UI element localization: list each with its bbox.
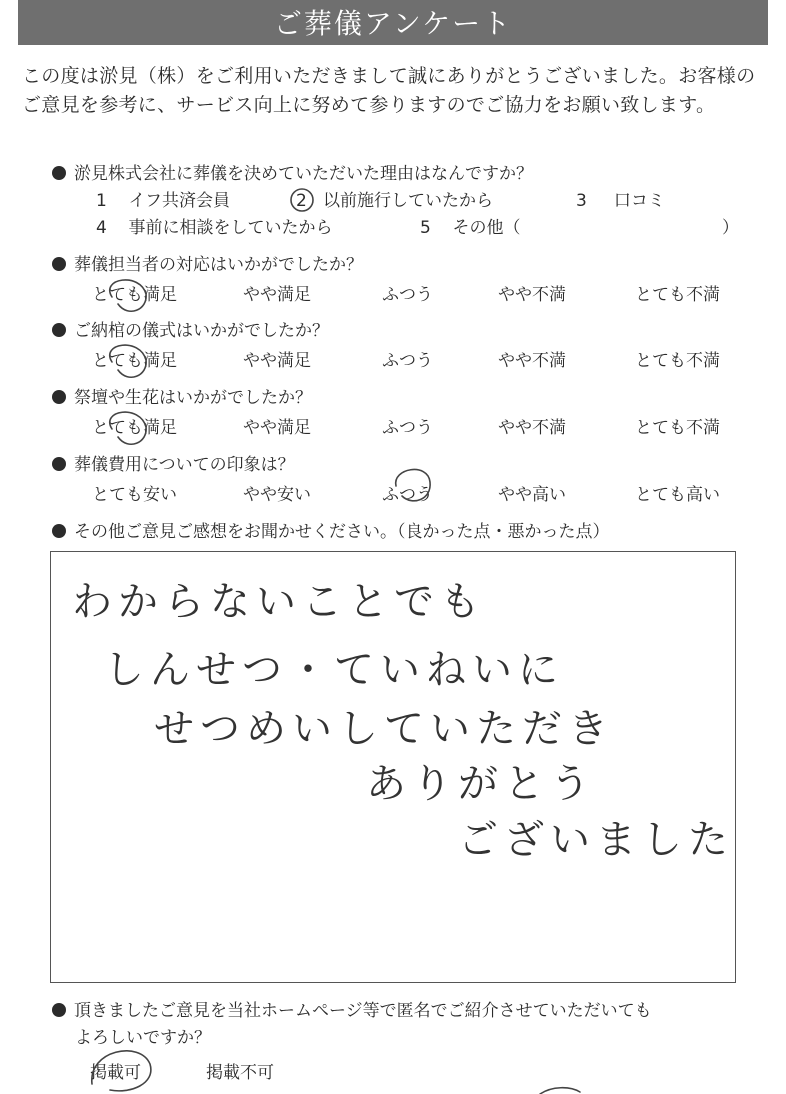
question-7: 頂きましたご意見を当社ホームページ等で匿名でご紹介させていただいても xyxy=(52,1000,652,1022)
question-3: ご納棺の儀式はいかがでしたか？ xyxy=(52,320,329,342)
question-5: 葬儀費用についての印象は？ xyxy=(52,454,295,476)
q5-option-cheap[interactable]: やや安い xyxy=(243,485,311,505)
q3-option-very-dissatisfied[interactable]: とても不満 xyxy=(635,351,720,371)
q4-option-very-dissatisfied[interactable]: とても不満 xyxy=(635,418,720,438)
q4-option-neutral[interactable]: ふつう xyxy=(382,418,433,438)
q2-option-very-satisfied[interactable]: とても満足 xyxy=(92,285,177,305)
bullet-icon xyxy=(52,524,66,538)
stray-mark xyxy=(540,1088,580,1094)
bullet-icon xyxy=(52,457,66,471)
question-1 xyxy=(52,163,533,185)
question-7-line2: よろしいですか？ xyxy=(75,1028,211,1048)
q2-option-neutral[interactable]: ふつう xyxy=(382,285,433,305)
comment-line-1: わからないことでも xyxy=(72,579,486,625)
comment-line-2: しんせつ・ていねいに xyxy=(104,647,564,693)
question-6: その他ご意見ご感想をお聞かせください。（良かった点・悪かった点） xyxy=(52,521,610,543)
bullet-icon xyxy=(52,1003,66,1017)
q1-option-5[interactable]: 5 その他（ xyxy=(420,218,521,238)
q3-option-dissatisfied[interactable]: やや不満 xyxy=(498,351,566,371)
q3-option-very-satisfied[interactable]: とても満足 xyxy=(92,351,177,371)
q5-option-neutral[interactable]: ふつう xyxy=(382,485,433,505)
bullet-icon xyxy=(52,166,66,180)
q7-option-publish-ng[interactable]: 掲載不可 xyxy=(206,1063,274,1083)
q1-option-3[interactable]: 3 口コミ xyxy=(576,191,665,211)
intro-text: この度は淤見（株）をご利用いただきまして誠にありがとうございました。お客様のご意見を参考に、サービス向上に努めて参りますのでご協力をお願い致します。 xyxy=(22,65,756,116)
q1-option-2[interactable]: 2 以前施行していたから xyxy=(296,191,494,211)
q2-option-dissatisfied[interactable]: やや不満 xyxy=(498,285,566,305)
q3-option-neutral[interactable]: ふつう xyxy=(382,351,433,371)
survey-title: ご葬儀アンケート xyxy=(18,0,768,45)
q1-option-1[interactable]: 1 イフ共済会員 xyxy=(96,191,230,211)
q5-option-very-expensive[interactable]: とても高い xyxy=(635,485,720,505)
q4-option-very-satisfied[interactable]: とても満足 xyxy=(92,418,177,438)
q5-option-very-cheap[interactable]: とても安い xyxy=(92,485,177,505)
q1-option-5-close: ） xyxy=(722,218,739,238)
comment-line-5: ございました xyxy=(458,817,734,863)
comment-line-4: ありがとう xyxy=(366,761,596,807)
q3-option-satisfied[interactable]: やや満足 xyxy=(243,351,311,371)
question-2: 葬儀担当者の対応はいかがでしたか？ xyxy=(52,254,363,276)
bullet-icon xyxy=(52,390,66,404)
q4-option-dissatisfied[interactable]: やや不満 xyxy=(498,418,566,438)
question-4: 祭壇や生花はいかがでしたか？ xyxy=(52,387,312,409)
q1-option-4[interactable]: 4 事前に相談をしていたから xyxy=(96,218,333,238)
bullet-icon xyxy=(52,257,66,271)
q2-option-satisfied[interactable]: やや満足 xyxy=(243,285,311,305)
comment-line-3: せつめいしていただき xyxy=(154,706,614,752)
bullet-icon xyxy=(52,323,66,337)
q7-option-publish-ok[interactable]: 掲載可 xyxy=(90,1063,141,1083)
q2-option-very-dissatisfied[interactable]: とても不満 xyxy=(635,285,720,305)
question-1-text: 淤見株式会社に葬儀を決めていただいた理由はなんですか？ xyxy=(74,164,533,184)
q5-option-expensive[interactable]: やや高い xyxy=(498,485,566,505)
q4-option-satisfied[interactable]: やや満足 xyxy=(243,418,311,438)
